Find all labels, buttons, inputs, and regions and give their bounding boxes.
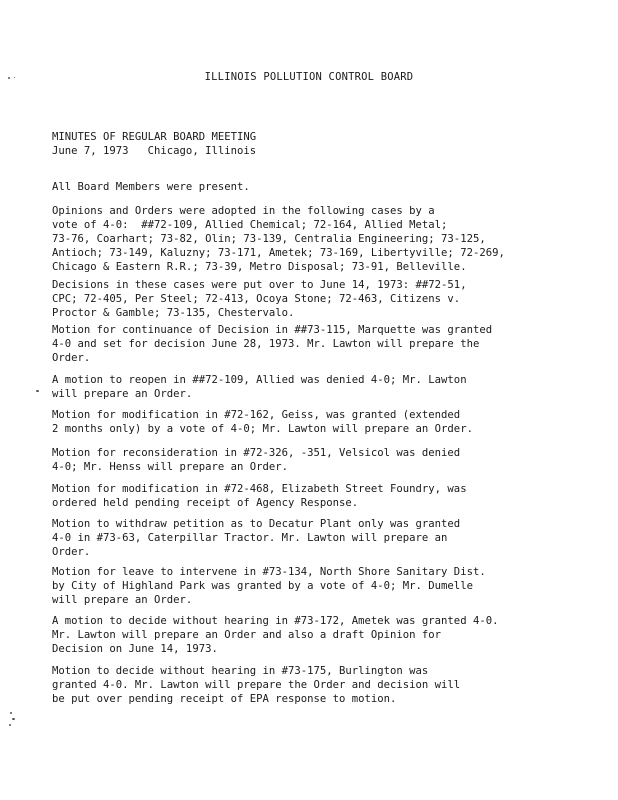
meeting-heading — [52, 130, 592, 158]
scan-speck — [10, 712, 12, 714]
scan-speck — [12, 718, 15, 720]
motion-decide-ametek-paragraph — [52, 614, 592, 656]
motion-decide-burlington-paragraph — [52, 664, 592, 706]
text-line: 4-0 in #73-63, Caterpillar Tractor. Mr. Lawton will prepare an — [52, 532, 448, 544]
meeting-date-location: June 7, 1973 Chicago, Illinois — [52, 145, 257, 157]
scan-speck — [36, 390, 39, 392]
text-line: Motion for modification in #72-162, Geiss, was granted (extended — [52, 409, 461, 421]
text-line: will prepare an Order. — [52, 388, 193, 400]
text-line: 4-0 and set for decision June 28, 1973. Mr. Lawton will prepare the — [52, 338, 480, 350]
text-line: Opinions and Orders were adopted in the following cases by a — [52, 205, 435, 217]
text-line: Order. — [52, 352, 91, 364]
text-line: A motion to reopen in ##72-109, Allied was denied 4-0; Mr. Lawton — [52, 374, 467, 386]
text-line: will prepare an Order. — [52, 594, 193, 606]
text-line: CPC; 72-405, Per Steel; 72-413, Ocoya Stone; 72-463, Citizens v. — [52, 293, 461, 305]
meeting-title: MINUTES OF REGULAR BOARD MEETING — [52, 131, 257, 143]
text-line: granted 4-0. Mr. Lawton will prepare the Order and decision will — [52, 679, 461, 691]
text-line: Motion for leave to intervene in #73-134, North Shore Sanitary Dist. — [52, 566, 486, 578]
motion-reconsideration-paragraph — [52, 446, 592, 474]
text-line: 4-0; Mr. Henss will prepare an Order. — [52, 461, 288, 473]
text-line: Motion to decide without hearing in #73-175, Burlington was — [52, 665, 429, 677]
text-line: A motion to decide without hearing in #73-172, Ametek was granted 4-0. — [52, 615, 499, 627]
text-line: 73-76, Coarhart; 73-82, Olin; 73-139, Centralia Engineering; 73-125, — [52, 233, 486, 245]
motion-modification-elizabeth-paragraph — [52, 482, 592, 510]
text-line: be put over pending receipt of EPA response to motion. — [52, 693, 397, 705]
attendance-paragraph: All Board Members were present. — [52, 181, 250, 193]
text-line: Order. — [52, 546, 91, 558]
board-title: ILLINOIS POLLUTION CONTROL BOARD — [204, 71, 414, 83]
motion-continuance-paragraph — [52, 323, 592, 365]
text-line: Motion for continuance of Decision in ##73-115, Marquette was granted — [52, 324, 493, 336]
text-line: Mr. Lawton will prepare an Order and also a draft Opinion for — [52, 629, 442, 641]
text-line: Motion for modification in #72-468, Elizabeth Street Foundry, was — [52, 483, 467, 495]
text-line: Antioch; 73-149, Kaluzny; 73-171, Ametek; 73-169, Libertyville; 72-269, — [52, 247, 505, 259]
motion-withdraw-paragraph — [52, 517, 592, 559]
opinions-paragraph — [52, 204, 592, 274]
text-line: Decision on June 14, 1973. — [52, 643, 218, 655]
text-line: Motion to withdraw petition as to Decatur Plant only was granted — [52, 518, 461, 530]
text-line: by City of Highland Park was granted by a vote of 4-0; Mr. Dumelle — [52, 580, 473, 592]
text-line: vote of 4-0: ##72-109, Allied Chemical; 72-164, Allied Metal; — [52, 219, 448, 231]
motion-reopen-paragraph — [52, 373, 592, 401]
text-line: Motion for reconsideration in #72-326, -351, Velsicol was denied — [52, 447, 461, 459]
text-line: 2 months only) by a vote of 4-0; Mr. Lawton will prepare an Order. — [52, 423, 473, 435]
text-line: Chicago & Eastern R.R.; 73-39, Metro Disposal; 73-91, Belleville. — [52, 261, 467, 273]
decisions-paragraph — [52, 278, 592, 320]
text-line: Proctor & Gamble; 73-135, Chestervalo. — [52, 307, 295, 319]
motion-modification-geiss-paragraph — [52, 408, 592, 436]
scan-speck — [9, 724, 11, 726]
text-line: ordered held pending receipt of Agency Response. — [52, 497, 359, 509]
text-line: Decisions in these cases were put over to June 14, 1973: ##72-51, — [52, 279, 467, 291]
motion-intervene-paragraph — [52, 565, 592, 607]
